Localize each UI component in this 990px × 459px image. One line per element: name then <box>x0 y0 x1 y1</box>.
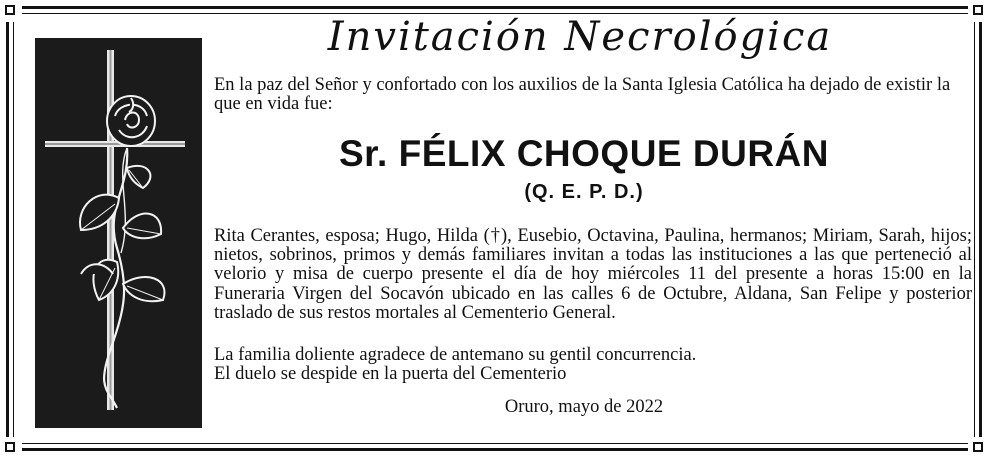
corner-ornament <box>968 0 990 22</box>
place-and-date: Oruro, mayo de 2022 <box>504 397 664 417</box>
deceased-name: Sr. FÉLIX CHOQUE DURÁN <box>339 133 829 174</box>
corner-ornament <box>0 0 22 22</box>
corner-ornament <box>0 437 22 459</box>
body-text: Rita Cerantes, esposa; Hugo, Hilda (†), Eusebio, Octavina, Paulina, hermanos; Miriam, Sarah, hijos; nietos, sobrinos, primos y demás familiares invitan a todas las instituciones a las que perteneció al velorio y misa de cuerpo presente el día de hoy miércoles 11 del presente a horas 15:00 en la Funeraria Virgen del Socavón ubicado en las calles 6 de Octubre, Aldana, San Felipe y posterior traslado de sus restos mortales al Cementerio General. <box>214 226 972 323</box>
cross-rose-image <box>35 38 202 428</box>
body-paragraph <box>214 227 972 323</box>
closing-line-thanks: La familia doliente agradece de antemano su gentil concurrencia. <box>214 345 697 365</box>
qepd-label: (Q. E. P. D.) <box>524 181 644 203</box>
page-title: Invitación Necrológica <box>327 14 833 60</box>
cross-with-rose-icon <box>35 38 202 428</box>
closing-lines <box>214 346 954 384</box>
intro-text: En la paz del Señor y confortado con los auxilios de la Santa Iglesia Católica ha dejado de existir la que en vida fue: <box>214 75 951 114</box>
closing-line-farewell: El duelo se despide en la puerta del Cementerio <box>214 364 567 385</box>
corner-ornament <box>968 437 990 459</box>
